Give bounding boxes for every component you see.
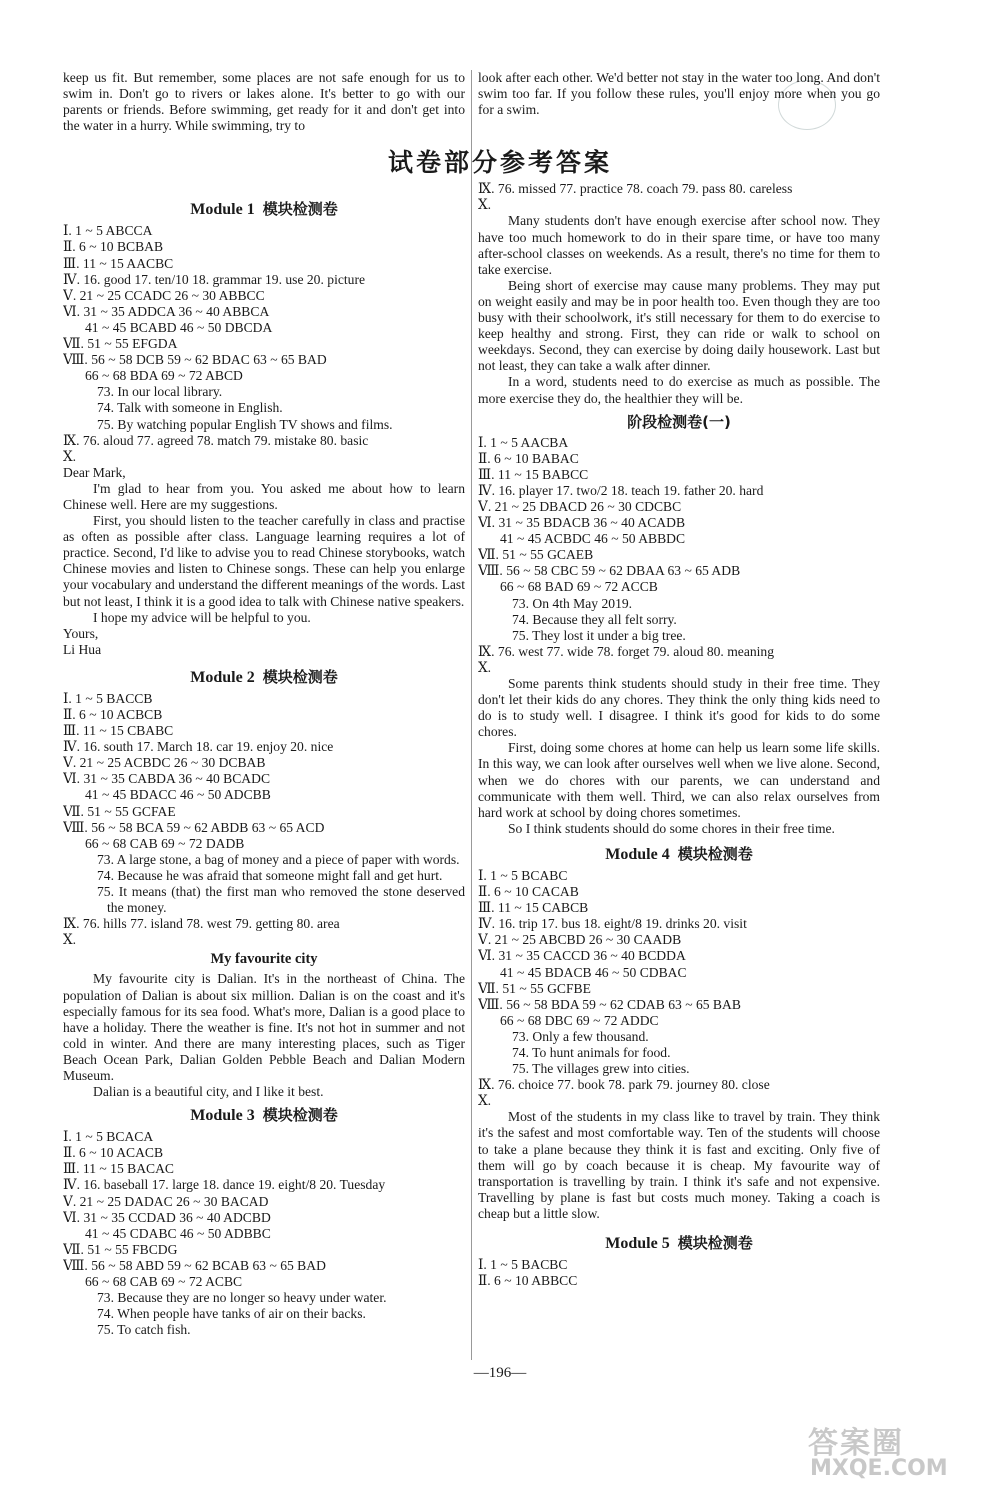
answer-line: Ⅱ. 6 ~ 10 ABBCC <box>478 1273 578 1289</box>
left-column <box>63 70 465 1338</box>
answer-75: 75. It means (that) the first man who removed the stone deserved the money. <box>97 884 465 916</box>
module3-title: Module 3 模块检测卷 <box>190 1106 338 1125</box>
answer-line: Ⅶ. 51 ~ 55 EFGDA <box>63 336 178 352</box>
answer-line: Ⅰ. 1 ~ 5 BACCB <box>63 690 153 706</box>
letter-signature: Li Hua <box>63 641 102 657</box>
answer-line: Ⅷ. 56 ~ 58 ABD 59 ~ 62 BCAB 63 ~ 65 BAD <box>63 1257 326 1273</box>
answer-line: Ⅵ. 31 ~ 35 CABDA 36 ~ 40 BCADC <box>63 771 271 787</box>
answer-line: 66 ~ 68 DBC 69 ~ 72 ADDC <box>500 1012 659 1028</box>
answer-line: 66 ~ 68 BDA 69 ~ 72 ABCD <box>85 368 243 384</box>
answer-line: Ⅴ. 21 ~ 25 DBACD 26 ~ 30 CDCBC <box>478 498 682 514</box>
answer-line: Ⅵ. 31 ~ 35 CACCD 36 ~ 40 BCDDA <box>478 948 686 964</box>
answer-line: 75. By watching popular English TV shows and films. <box>97 416 393 432</box>
answer-line: Ⅵ. 31 ~ 35 ADDCA 36 ~ 40 ABBCA <box>63 303 270 319</box>
answer-line: Ⅱ. 6 ~ 10 CACAB <box>478 884 579 900</box>
answer-line: Ⅲ. 11 ~ 15 CBABC <box>63 723 174 739</box>
answer-line: Ⅱ. 6 ~ 10 ACBCB <box>63 707 163 722</box>
page-number: —196— <box>473 1365 527 1381</box>
answer-line: 41 ~ 45 BDACC 46 ~ 50 ADCBB <box>85 787 271 803</box>
answer-73: 73. A large stone, a bag of money and a piece of paper with words. <box>97 851 460 867</box>
answer-line: 66 ~ 68 CAB 69 ~ 72 DADB <box>85 835 245 851</box>
answer-line: Ⅴ. 21 ~ 25 ACBDC 26 ~ 30 DCBAB <box>63 755 266 771</box>
answer-line: 41 ~ 45 CDABC 46 ~ 50 ADBBC <box>85 1225 271 1241</box>
top-text-left <box>63 70 465 134</box>
answer-line: 41 ~ 45 BDACB 46 ~ 50 CDBAC <box>500 964 687 980</box>
answer-line: Ⅲ. 11 ~ 15 BABCC <box>478 466 589 482</box>
watermark-logo: 答案圈 <box>808 1426 904 1461</box>
answer-line: Ⅹ. <box>478 659 492 675</box>
answer-line: Ⅱ. 6 ~ 10 BCBAB <box>63 239 164 255</box>
answer-line: Ⅳ. 16. trip 17. bus 18. eight/8 19. drinks 20. visit <box>478 916 747 932</box>
answer-line: Ⅷ. 56 ~ 58 DCB 59 ~ 62 BDAC 63 ~ 65 BAD <box>63 352 327 368</box>
answer-line: Ⅰ. 1 ~ 5 BCABC <box>478 867 568 883</box>
answer-line: Ⅸ. 76. aloud 77. agreed 78. match 79. mistake 80. basic <box>63 432 369 448</box>
letter-paragraph: I'm glad to hear from you. You asked me about how to learn Chinese well. Here are my suggestions. <box>63 480 465 512</box>
answer-line: 73. In our local library. <box>97 384 223 400</box>
essay-paragraph: Many students don't have enough exercise after school now. They have too much homework to do in their spare time, or have too many after-school classes on weekends. As a result, there's no time for them to take exercise. <box>478 213 880 277</box>
answer-line: Ⅴ. 21 ~ 25 CCADC 26 ~ 30 ABBCC <box>63 287 265 303</box>
answer-line: 73. On 4th May 2019. <box>512 595 633 611</box>
answer-line: Ⅸ. 76. west 77. wide 78. forget 79. aloud 80. meaning <box>478 643 775 659</box>
answer-line: Ⅳ. 16. south 17. March 18. car 19. enjoy 20. nice <box>63 739 334 755</box>
answer-line: Ⅹ. <box>478 1093 492 1109</box>
answer-line: Ⅴ. 21 ~ 25 DADAC 26 ~ 30 BACAD <box>63 1193 269 1209</box>
right-column <box>478 70 880 1289</box>
top-text-right <box>478 70 880 118</box>
top-paragraph-left: keep us fit. But remember, some places are not safe enough for us to swim in. Don't go to rivers or lakes alone. It's better to go with our parents or friends. Before swimming, get ready for it and don't get into the water in a hurry. While swimming, try to <box>63 70 465 134</box>
essay-paragraph: Dalian is a beautiful city, and I like it best. <box>93 1084 324 1100</box>
letter-paragraph: I hope my advice will be helpful to you. <box>93 609 311 625</box>
answer-line: 74. Because they all felt sorry. <box>512 611 677 627</box>
answer-line: Ⅸ. 76. hills 77. island 78. west 79. getting 80. area <box>63 916 340 932</box>
letter-closing: Yours, <box>63 625 99 641</box>
answer-line: Ⅵ. 31 ~ 35 CCDAD 36 ~ 40 ADCBD <box>63 1209 271 1225</box>
answer-line: Ⅷ. 56 ~ 58 BDA 59 ~ 62 CDAB 63 ~ 65 BAB <box>478 996 741 1012</box>
top-paragraph-right: look after each other. We'd better not stay in the water too long. And don't swim too far. If you follow these rules, you'll enjoy more when you go for a swim. <box>478 70 880 118</box>
essay-title: My favourite city <box>210 951 318 968</box>
answer-line: 74. Talk with someone in English. <box>97 400 283 416</box>
essay-paragraph: First, doing some chores at home can help us learn some life skills. In this way, we can look after ourselves well when we live alone. Second, when we do chores with our parents, we can understand and communicate with them well. Third, we can also relax ourselves from hard work at school by doing chores sometimes. <box>478 740 880 820</box>
module1-title: Module 1 模块检测卷 <box>190 200 338 219</box>
answer-line: 75. They lost it under a big tree. <box>512 627 686 643</box>
answer-line: 66 ~ 68 BAD 69 ~ 72 ACCB <box>500 579 658 595</box>
answer-line: Ⅱ. 6 ~ 10 ACACB <box>63 1145 164 1161</box>
answer-line: Ⅳ. 16. baseball 17. large 18. dance 19. eight/8 20. Tuesday <box>63 1177 386 1193</box>
letter-greeting: Dear Mark, <box>63 464 126 480</box>
answer-line: Ⅷ. 56 ~ 58 BCA 59 ~ 62 ABDB 63 ~ 65 ACD <box>63 819 325 835</box>
answer-line: 41 ~ 45 BCABD 46 ~ 50 DBCDA <box>85 319 273 335</box>
answer-line: 73. Because they are no longer so heavy under water. <box>97 1290 387 1306</box>
answer-line: Ⅰ. 1 ~ 5 ABCCA <box>63 223 153 239</box>
essay-paragraph: So I think students should do some chores in their free time. <box>508 820 835 836</box>
answer-line: Ⅱ. 6 ~ 10 BABAC <box>478 450 579 466</box>
answer-line: 41 ~ 45 ACBDC 46 ~ 50 ABBDC <box>500 531 686 547</box>
watermark-url: MXQE.COM <box>810 1456 948 1481</box>
essay-paragraph: Some parents think students should study in their free time. They don't let their kids do any chores. They think the only thing kids need to do is to study well. I disagree. I think it's good for kids to do some chores. <box>478 676 880 740</box>
answer-line: Ⅲ. 11 ~ 15 AACBC <box>63 255 174 271</box>
answer-line: 75. To catch fish. <box>97 1322 191 1338</box>
answer-line: Ⅹ. <box>63 448 77 464</box>
answer-line: Ⅹ. <box>478 197 492 213</box>
letter-paragraph: First, you should listen to the teacher carefully in class and practise as often as possible after class. Language learning requires a lot of practice. Second, I'd like to advise you to read Chinese storybooks, watch Chinese movies and listen to Chinese songs. These can help you enlarge your vocabulary and understand the different meanings of the words. Last but not least, I think it is a good idea to talk with Chinese native speakers. <box>63 513 465 609</box>
answer-line: Ⅸ. 76. missed 77. practice 78. coach 79. pass 80. careless <box>478 181 793 197</box>
answer-line: Ⅶ. 51 ~ 55 FBCDG <box>63 1241 178 1257</box>
title-spacer <box>478 118 880 181</box>
answer-line: 75. The villages grew into cities. <box>512 1061 690 1077</box>
answer-line: Ⅶ. 51 ~ 55 GCFBE <box>478 980 591 996</box>
answer-line: Ⅰ. 1 ~ 5 BACBC <box>478 1257 568 1272</box>
answer-line: Ⅳ. 16. player 17. two/2 18. teach 19. father 20. hard <box>478 482 764 498</box>
answer-line: Ⅲ. 11 ~ 15 CABCB <box>478 900 589 916</box>
answer-line: 74. To hunt animals for food. <box>512 1044 671 1060</box>
answer-line: Ⅰ. 1 ~ 5 AACBA <box>478 434 569 450</box>
essay-paragraph: My favourite city is Dalian. It's in the northeast of China. The population of Dalian is about six million. Dalian is on the coast and it's especially famous for its sea food. What's more, Dalian is a good place to have a holiday. There the weather is fine. It's not hot in summer and not cold in winter. And there are many interesting places, such as Tiger Beach Ocean Park, Dalian Golden Pebble Beach and Dalian Modern Museum. <box>63 971 465 1083</box>
essay-paragraph: Most of the students in my class like to travel by train. They think it's the safest and most comfortable way. Ten of the students will choose to take a plane because they think it is fast and exciting. Only five of them will go by coach because it is cheap. My favourite way of transportation is travelling by train. I think it's safe and not expensive. Travelling by plane is fast but costs much money. Taking a coach is cheap but a little slow. <box>478 1109 880 1221</box>
answer-line: Ⅴ. 21 ~ 25 ABCBD 26 ~ 30 CAADB <box>478 932 682 948</box>
answer-line: Ⅷ. 56 ~ 58 CBC 59 ~ 62 DBAA 63 ~ 65 ADB <box>478 563 741 579</box>
essay-paragraph: Being short of exercise may cause many problems. They may put on weight easily and may be in poor health too. Even though they are too busy with their schoolwork, it's still necessary for them to do exercise to keep healthy and strong. First, they can ride or walk to school on weekdays. Second, they can exercise by doing daily housework. Last but not least, they can take a walk after dinner. <box>478 277 880 374</box>
module4-title: Module 4 模块检测卷 <box>605 844 753 863</box>
essay-paragraph: In a word, students need to do exercise as much as possible. The more exercise they do, the healthier they will be. <box>478 374 880 406</box>
answer-74: 74. Because he was afraid that someone might fall and get hurt. <box>97 867 443 883</box>
answer-line: 66 ~ 68 CAB 69 ~ 72 ACBC <box>85 1274 243 1289</box>
answer-line: Ⅶ. 51 ~ 55 GCFAE <box>63 803 176 819</box>
module2-title: Module 2 模块检测卷 <box>190 667 338 686</box>
answer-line: Ⅵ. 31 ~ 35 BDACB 36 ~ 40 ACADB <box>478 515 686 531</box>
answer-line: Ⅰ. 1 ~ 5 BCACA <box>63 1129 154 1145</box>
answer-line: Ⅸ. 76. choice 77. book 78. park 79. journey 80. close <box>478 1077 770 1093</box>
answer-line: 73. Only a few thousand. <box>512 1028 649 1044</box>
column-divider <box>471 70 472 1360</box>
answer-line: 74. When people have tanks of air on their backs. <box>97 1306 366 1322</box>
answer-line: Ⅳ. 16. good 17. ten/10 18. grammar 19. use 20. picture <box>63 271 366 287</box>
module5-title: Module 5 模块检测卷 <box>605 1234 753 1252</box>
answer-line: Ⅶ. 51 ~ 55 GCAEB <box>478 547 594 563</box>
answer-line: Ⅹ. <box>63 932 77 948</box>
main-title: 试卷部分参考答案 <box>387 148 612 177</box>
answer-line: Ⅲ. 11 ~ 15 BACAC <box>63 1161 174 1177</box>
stage1-title: 阶段检测卷(一) <box>627 412 731 431</box>
